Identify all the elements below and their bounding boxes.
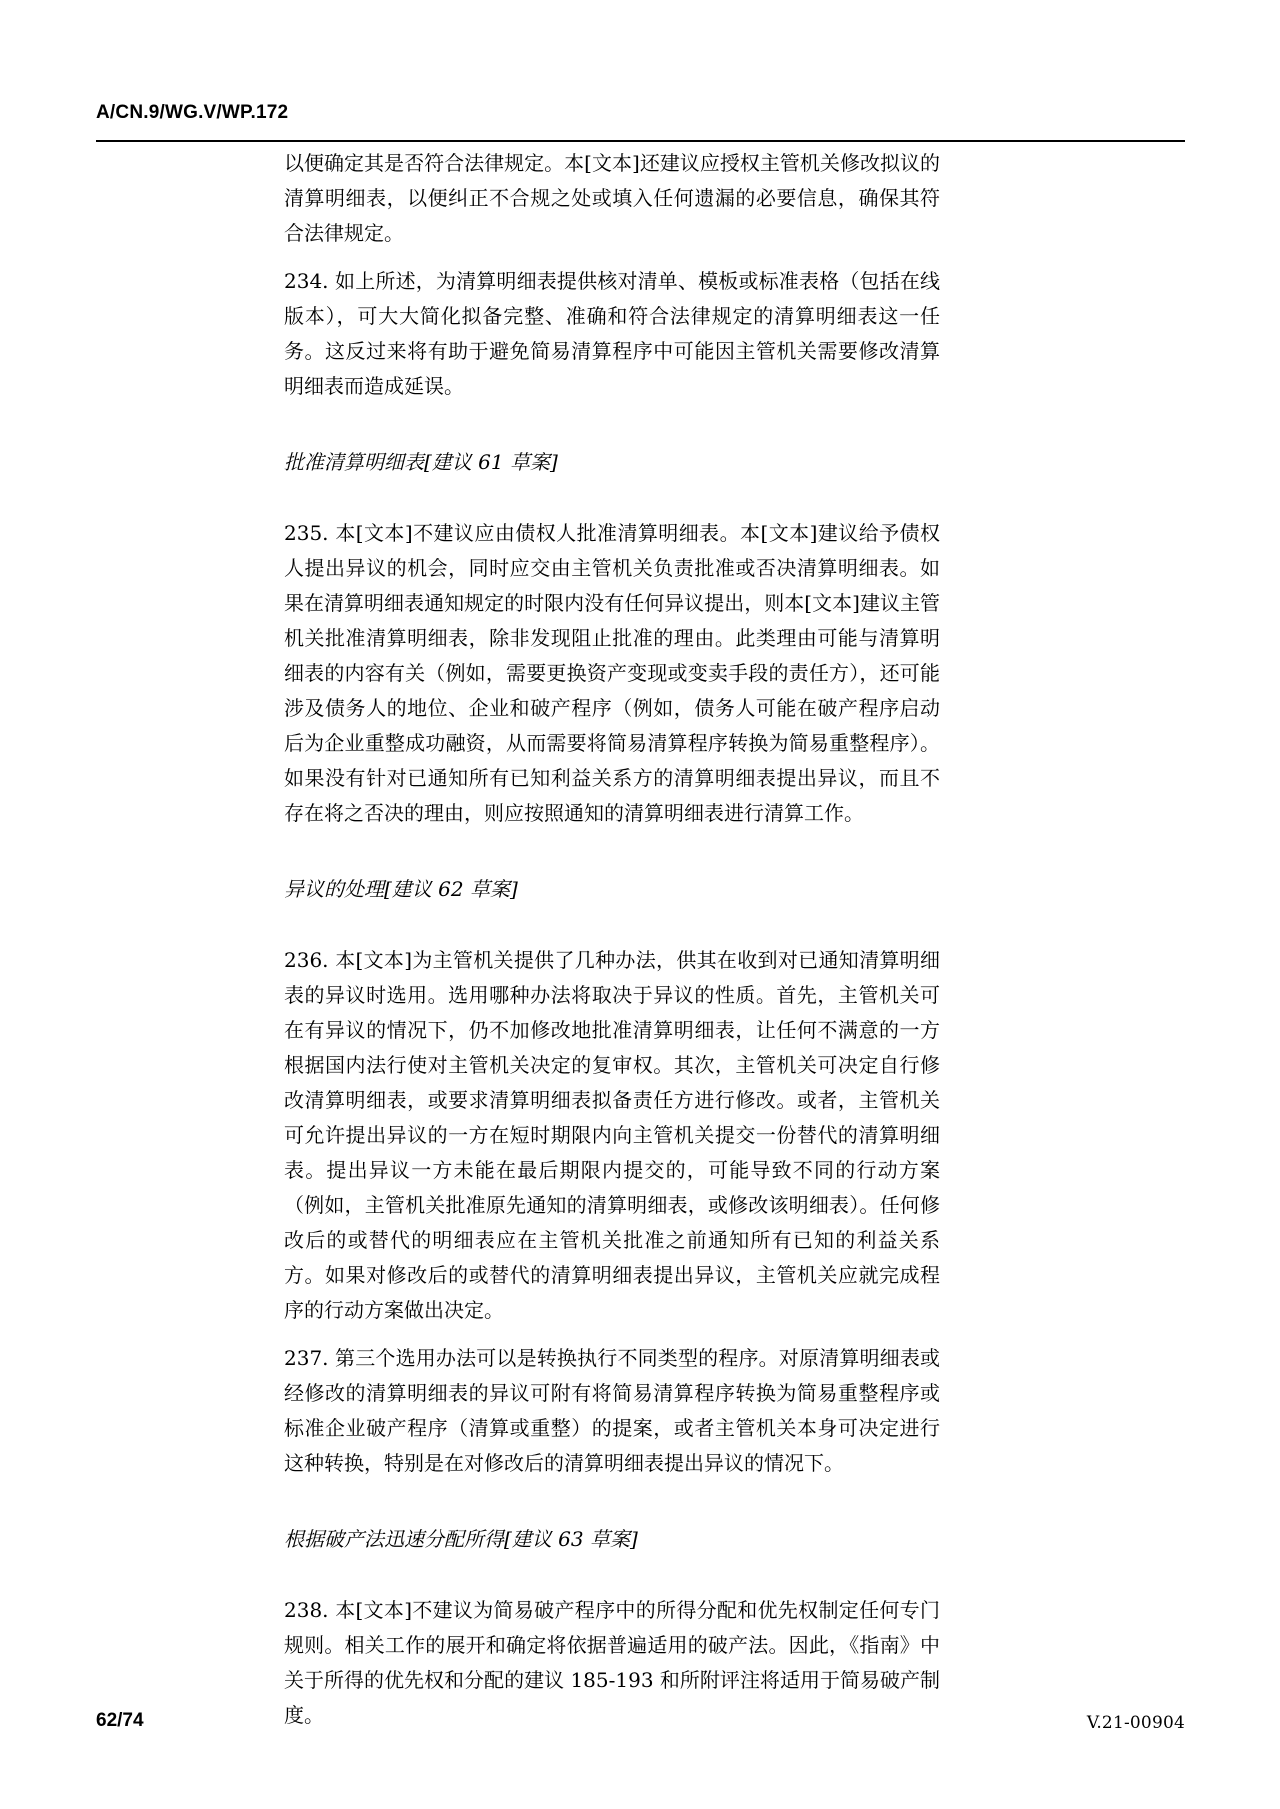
document-id: V.21-00904 [1086,1713,1185,1733]
paragraph: 238. 本[文本]不建议为简易破产程序中的所得分配和优先权制定任何专门规则。相关工作的展开和确定将依据普遍适用的破产法。因此，《指南》中关于所得的优先权和分配的建议 185-193 和所附评注将适用于简易破产制度。 [284,1598,940,1727]
section-heading: 根据破产法迅速分配所得[建议 63 草案] [284,1527,638,1551]
header-rule [96,140,1185,142]
paragraph: 234. 如上所述，为清算明细表提供核对清单、模板或标准表格（包括在线版本），可大大简化拟备完整、准确和符合法律规定的清算明细表这一任务。这反过来将有助于避免简易清算程序中可能因主管机关需要修改清算明细表而造成延误。 [284,269,940,398]
paragraph: 237. 第三个选用办法可以是转换执行不同类型的程序。对原清算明细表或经修改的清算明细表的异议可附有将简易清算程序转换为简易重整程序或标准企业破产程序（清算或重整）的提案，或者主管机关本身可决定进行这种转换，特别是在对修改后的清算明细表提出异议的情况下。 [284,1346,940,1475]
section-heading: 批准清算明细表[建议 61 草案] [284,450,558,474]
document-symbol: A/CN.9/WG.V/WP.172 [96,102,289,123]
document-body [284,146,940,1746]
paragraph: 235. 本[文本]不建议应由债权人批准清算明细表。本[文本]建议给予债权人提出异议的机会，同时应交由主管机关负责批准或否决清算明细表。如果在清算明细表通知规定的时限内没有任何异议提出，则本[文本]建议主管机关批准清算明细表，除非发现阻止批准的理由。此类理由可能与清算明细表的内容有关（例如，需要更换资产变现或变卖手段的责任方），还可能涉及债务人的地位、企业和破产程序（例如，债务人可能在破产程序启动后为企业重整成功融资，从而需要将简易清算程序转换为简易重整程序）。如果没有针对已通知所有已知利益关系方的清算明细表提出异议，而且不存在将之否决的理由，则应按照通知的清算明细表进行清算工作。 [284,521,940,825]
section-heading: 异议的处理[建议 62 草案] [284,877,518,901]
page-number: 62/74 [96,1710,144,1731]
paragraph: 以便确定其是否符合法律规定。本[文本]还建议应授权主管机关修改拟议的清算明细表，以便纠正不合规之处或填入任何遗漏的必要信息，确保其符合法律规定。 [284,151,940,245]
paragraph: 236. 本[文本]为主管机关提供了几种办法，供其在收到对已通知清算明细表的异议时选用。选用哪种办法将取决于异议的性质。首先，主管机关可在有异议的情况下，仍不加修改地批准清算明细表，让任何不满意的一方根据国内法行使对主管机关决定的复审权。其次，主管机关可决定自行修改清算明细表，或要求清算明细表拟备责任方进行修改。或者，主管机关可允许提出异议的一方在短时期限内向主管机关提交一份替代的清算明细表。提出异议一方未能在最后期限内提交的，可能导致不同的行动方案（例如，主管机关批准原先通知的清算明细表，或修改该明细表）。任何修改后的或替代的明细表应在主管机关批准之前通知所有已知的利益关系方。如果对修改后的或替代的清算明细表提出异议，主管机关应就完成程序的行动方案做出决定。 [284,948,940,1322]
